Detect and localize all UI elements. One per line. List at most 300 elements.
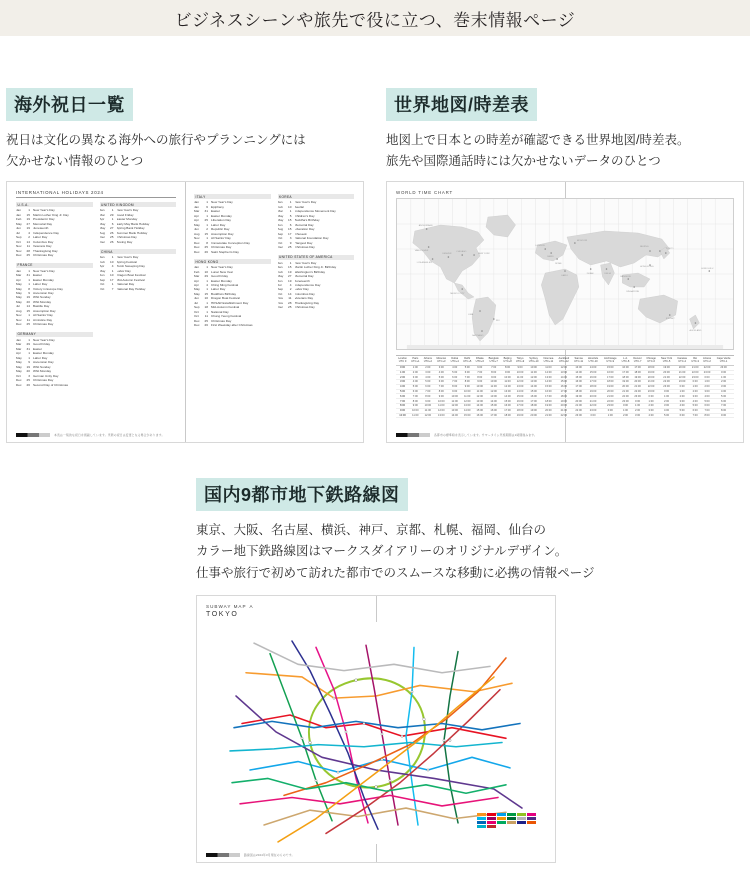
- holiday-month: Dec: [99, 239, 106, 244]
- time-cell: 18:00: [514, 408, 527, 413]
- holiday-month: Apr: [194, 278, 199, 283]
- time-cell: 4:00: [675, 403, 690, 408]
- time-cell: 14:00: [448, 413, 461, 418]
- holiday-day: 25: [110, 235, 114, 240]
- subway-line-swatch: [477, 817, 486, 820]
- time-cell: 17:00: [501, 408, 514, 413]
- time-cell: 17:00: [620, 370, 632, 375]
- holiday-month: Nov: [16, 244, 22, 249]
- time-cell: 12:00: [514, 380, 527, 385]
- holiday-name: Boxing Day: [116, 239, 133, 244]
- holiday-month: Aug: [277, 227, 284, 232]
- holiday-day: 10: [204, 296, 208, 301]
- holiday-day: 11: [26, 244, 30, 249]
- subway-line-swatch: [507, 817, 516, 820]
- holiday-day: 14: [26, 239, 30, 244]
- holiday-day: 9: [28, 360, 30, 365]
- time-cell: 10:00: [422, 403, 435, 408]
- holiday-month: Sep: [277, 231, 284, 236]
- worldmap-page-title: WORLD TIME CHART: [396, 190, 454, 196]
- color-bar-icon: [396, 433, 430, 437]
- time-cell: 15:00: [501, 399, 514, 404]
- subway-footer-note: 路線図は2024年3月現在のものです。: [244, 852, 295, 857]
- time-cell: 19:00: [541, 403, 556, 408]
- time-cell: 22:00: [689, 370, 701, 375]
- time-cell: 22:00: [601, 399, 620, 404]
- holiday-name: Bastille Day: [33, 304, 50, 309]
- holiday-name: Hangeul Day: [294, 240, 313, 245]
- time-cell: 3:00: [675, 399, 690, 404]
- time-cell: 0:00: [701, 375, 713, 380]
- holiday-name: Liberation Day: [294, 227, 315, 232]
- time-cell: 1:00: [601, 413, 620, 418]
- time-cell: 3:00: [434, 365, 448, 370]
- time-cell: 8:00: [713, 408, 734, 413]
- time-cell: 1:00: [658, 394, 675, 399]
- time-cell: 5:00: [675, 408, 690, 413]
- time-cell: 6:00: [448, 375, 461, 380]
- time-cell: 22:00: [658, 380, 675, 385]
- holiday-name: Independence Day: [33, 230, 59, 235]
- time-cell: 21:00: [644, 380, 658, 385]
- subway-page-number: A: [249, 603, 254, 609]
- holiday-day: 25: [204, 318, 208, 323]
- subway-line-swatch: [487, 825, 496, 828]
- time-cell: 14:00: [526, 384, 541, 389]
- worldmap-description: [386, 130, 744, 171]
- time-cell: 7:00: [689, 413, 701, 418]
- time-cell: 6:00: [396, 394, 409, 399]
- time-cell: 6:00: [434, 380, 448, 385]
- holiday-name: Dragon Boat Festival: [116, 273, 146, 278]
- holiday-name: New Year's Day: [294, 260, 317, 265]
- holiday-day: 1: [111, 217, 114, 222]
- svg-text:MOSCOW: MOSCOW: [576, 240, 588, 243]
- holiday-month: Dec: [16, 253, 22, 258]
- holiday-name: Whit Sunday: [33, 295, 51, 300]
- holiday-month: Mar: [194, 274, 200, 279]
- holiday-day: 27: [26, 221, 30, 226]
- time-cell: 22:00: [675, 375, 690, 380]
- holiday-day: 25: [26, 322, 30, 327]
- holiday-month: Oct: [99, 282, 105, 287]
- time-cell: 16:00: [541, 389, 556, 394]
- holiday-month: Jun: [277, 278, 283, 283]
- time-cell: 1:00: [631, 403, 644, 408]
- time-cell: 19:00: [585, 389, 600, 394]
- time-cell: 13:00: [541, 375, 556, 380]
- time-cell: 8:00: [473, 375, 486, 380]
- time-cell: 12:00: [448, 403, 461, 408]
- time-cell: 8:00: [701, 413, 713, 418]
- subway-line-swatch: [497, 821, 506, 824]
- holiday-name: Good Friday: [116, 212, 134, 217]
- holiday-month: Feb: [194, 269, 200, 274]
- holiday-day: 4: [28, 230, 30, 235]
- time-cell: 0:00: [713, 370, 734, 375]
- time-cell: 7:00: [713, 403, 734, 408]
- time-cell: 11:00: [501, 380, 514, 385]
- svg-text:DELHI: DELHI: [604, 273, 611, 276]
- holiday-day: 29: [26, 342, 30, 347]
- holiday-day: 25: [288, 305, 292, 310]
- subway-map-figure: [206, 622, 546, 844]
- time-table-column-header: Dubai UTC+4: [448, 356, 461, 365]
- holidays-column: [16, 202, 93, 392]
- holiday-name: Christmas Day: [294, 305, 315, 310]
- holiday-month: Jan: [99, 255, 105, 260]
- holiday-name: Victory in Europe Day: [33, 286, 63, 291]
- section-overseas-holidays: [6, 88, 364, 443]
- holiday-name: Thanksgiving Day: [33, 248, 58, 253]
- holiday-name: Labor Day: [33, 282, 48, 287]
- time-cell: 5:00: [713, 394, 734, 399]
- time-cell: 13:00: [514, 384, 527, 389]
- time-cell: 14:00: [501, 394, 514, 399]
- time-cell: 23:00: [701, 370, 713, 375]
- time-cell: 14:00: [514, 389, 527, 394]
- subway-line-swatch: [507, 821, 516, 824]
- time-cell: 4:00: [658, 408, 675, 413]
- holiday-month: Sep: [16, 235, 22, 240]
- subway-page-header: [206, 604, 546, 609]
- holiday-month: May: [16, 360, 22, 365]
- time-cell: 4:00: [448, 365, 461, 370]
- holiday-name: New Year's Day: [116, 255, 139, 260]
- holiday-name: Epiphany: [211, 204, 224, 209]
- holiday-country-name: U.S.A.: [16, 202, 93, 207]
- time-cell: 17:00: [514, 403, 527, 408]
- holiday-day: 3: [289, 236, 292, 241]
- holiday-month: Jan: [16, 337, 21, 342]
- holiday-day: 28: [288, 300, 292, 305]
- holiday-name: Christmas Day: [294, 245, 315, 250]
- time-cell: 22:00: [572, 408, 585, 413]
- time-cell: 21:00: [689, 365, 701, 370]
- time-cell: 2:00: [701, 384, 713, 389]
- time-cell: 13:00: [486, 394, 501, 399]
- time-cell: 0:00: [396, 365, 409, 370]
- color-bar-icon: [16, 433, 50, 437]
- time-cell: 10:00: [396, 413, 409, 418]
- svg-text:SINGAPORE: SINGAPORE: [626, 291, 640, 294]
- world-map-svg: [397, 199, 733, 349]
- subway-heading: 国内9都市地下鉄路線図: [196, 478, 408, 511]
- holiday-country-group: [100, 202, 177, 244]
- svg-text:SANTIAGO: SANTIAGO: [472, 335, 484, 338]
- page-title: ビジネスシーンや旅先で役に立つ、巻末情報ページ: [174, 10, 576, 30]
- time-cell: 14:00: [556, 375, 572, 380]
- holiday-day: 26: [204, 323, 208, 328]
- time-cell: 16:00: [601, 370, 620, 375]
- holiday-day: 29: [110, 212, 114, 217]
- time-cell: 4:00: [434, 370, 448, 375]
- time-table-column-header: London UTC 0: [396, 356, 409, 365]
- holiday-day: 27: [110, 226, 114, 231]
- time-cell: 1:00: [644, 399, 658, 404]
- time-cell: 11:00: [473, 389, 486, 394]
- svg-text:HONG KONG: HONG KONG: [640, 266, 654, 269]
- time-cell: 3:00: [689, 394, 701, 399]
- subway-line-swatch: [517, 817, 526, 820]
- time-cell: 2:00: [620, 413, 632, 418]
- holiday-name: Christmas Day: [116, 235, 137, 240]
- time-cell: 18:00: [556, 394, 572, 399]
- time-cell: 20:00: [585, 394, 600, 399]
- time-cell: 8:00: [486, 370, 501, 375]
- time-cell: 0:00: [585, 413, 600, 418]
- time-cell: 5:00: [409, 384, 422, 389]
- time-cell: 19:00: [514, 413, 527, 418]
- holiday-month: Jan: [194, 204, 199, 209]
- holiday-day: 7: [111, 286, 114, 291]
- holiday-country-group: [16, 332, 93, 387]
- holiday-month: Nov: [16, 313, 22, 318]
- subway-line-swatch: [517, 813, 526, 816]
- holiday-day: 20: [26, 369, 30, 374]
- time-cell: 5:00: [448, 370, 461, 375]
- holiday-name: Christmas Day: [33, 322, 54, 327]
- time-cell: 21:00: [601, 394, 620, 399]
- svg-text:LIMA: LIMA: [468, 314, 474, 317]
- time-cell: 15:00: [526, 389, 541, 394]
- time-table-column-header: Moscow UTC+3: [434, 356, 448, 365]
- holiday-country-group: [16, 202, 93, 257]
- holiday-day: 1: [206, 200, 208, 205]
- holiday-day: 31: [26, 346, 30, 351]
- holiday-month: Mar: [16, 342, 22, 347]
- time-cell: 22:00: [644, 384, 658, 389]
- time-cell: 18:00: [501, 413, 514, 418]
- time-cell: 2:00: [658, 399, 675, 404]
- holiday-month: Oct: [277, 291, 283, 296]
- subway-desc-line-1: 東京、大阪、名古屋、横浜、神戸、京都、札幌、福岡、仙台の: [196, 523, 547, 537]
- svg-text:LOS ANGELES: LOS ANGELES: [416, 262, 432, 265]
- holiday-name: Ascension Day: [33, 291, 54, 295]
- holiday-month: Nov: [194, 236, 200, 241]
- holiday-name: Whit Monday: [33, 369, 52, 374]
- holiday-day: 9: [28, 291, 30, 295]
- holiday-month: May: [16, 369, 22, 374]
- time-cell: 9:00: [434, 394, 448, 399]
- holiday-row: [16, 253, 93, 257]
- time-table-column-header: Noumea UTC+11: [541, 356, 556, 365]
- time-cell: 15:00: [461, 413, 474, 418]
- holiday-month: May: [99, 268, 106, 273]
- holiday-month: Dec: [16, 322, 22, 327]
- holiday-day: 11: [26, 317, 30, 322]
- svg-text:DENVER: DENVER: [442, 253, 452, 256]
- holiday-month: May: [194, 291, 200, 296]
- svg-text:NEW YORK: NEW YORK: [478, 253, 490, 256]
- holiday-month: Jun: [16, 226, 21, 231]
- time-cell: 1:00: [675, 389, 690, 394]
- time-cell: 7:00: [409, 394, 422, 399]
- time-cell: 13:00: [473, 399, 486, 404]
- time-cell: 19:00: [526, 408, 541, 413]
- subway-line-swatch: [477, 825, 486, 828]
- svg-text:PARIS: PARIS: [547, 256, 554, 259]
- time-cell: 12:00: [541, 370, 556, 375]
- svg-text:CAIRO: CAIRO: [561, 275, 568, 278]
- time-cell: 11:00: [448, 399, 461, 404]
- holiday-row: [100, 240, 177, 244]
- holiday-month: Jul: [16, 230, 20, 235]
- time-cell: 0:00: [631, 399, 644, 404]
- holiday-day: 19: [26, 226, 30, 231]
- time-table-header-row: [396, 356, 734, 365]
- time-cell: 23:00: [644, 389, 658, 394]
- holiday-month: Jan: [194, 200, 199, 205]
- time-cell: 12:00: [422, 413, 435, 418]
- world-map-figure: [396, 198, 734, 350]
- time-cell: 5:00: [461, 365, 474, 370]
- time-cell: 23:00: [675, 380, 690, 385]
- time-cell: 8:00: [409, 399, 422, 404]
- holiday-day: 19: [288, 269, 292, 274]
- holiday-month: May: [99, 226, 106, 231]
- time-cell: 15:00: [585, 370, 600, 375]
- holidays-page-title: INTERNATIONAL HOLIDAYS 2024: [16, 190, 176, 198]
- holiday-day: 8: [28, 286, 30, 291]
- time-cell: 21:00: [572, 403, 585, 408]
- time-cell: 9:00: [422, 399, 435, 404]
- holiday-day: 27: [288, 274, 292, 279]
- holiday-country-name: UNITED STATES OF AMERICA: [278, 255, 355, 260]
- holiday-day: 15: [26, 308, 30, 313]
- holiday-month: Oct: [16, 373, 21, 378]
- time-cell: 21:00: [658, 375, 675, 380]
- holiday-day: 1: [28, 351, 30, 356]
- holiday-month: Mar: [194, 209, 200, 214]
- holiday-month: Nov: [277, 300, 284, 305]
- holiday-month: Sep: [277, 287, 284, 292]
- time-table-column-header: Athens UTC+2: [422, 356, 435, 365]
- svg-text:LONDON: LONDON: [535, 245, 545, 248]
- svg-text:AUCKLAND: AUCKLAND: [689, 330, 702, 333]
- time-cell: 14:00: [572, 370, 585, 375]
- holiday-name: Washington's Birthday: [294, 269, 326, 274]
- holiday-day: 25: [26, 253, 30, 258]
- time-cell: 17:00: [526, 399, 541, 404]
- time-cell: 3:00: [396, 380, 409, 385]
- holiday-name: Lunar New Year: [211, 269, 234, 274]
- time-cell: 18:00: [644, 365, 658, 370]
- holiday-name: New Year's Day: [211, 265, 233, 270]
- subway-line-swatch: [527, 821, 536, 824]
- time-cell: 6:00: [473, 365, 486, 370]
- time-cell: 10:00: [514, 370, 527, 375]
- time-cell: 7:00: [701, 408, 713, 413]
- holiday-name: Whit Monday: [33, 299, 52, 304]
- holiday-name: National Day: [211, 309, 229, 314]
- holiday-day: 1: [289, 260, 292, 265]
- svg-text:RIO: RIO: [495, 320, 500, 323]
- holiday-day: 1: [28, 313, 30, 318]
- holiday-day: 1: [206, 300, 208, 305]
- time-cell: 21:00: [631, 384, 644, 389]
- holiday-name: Easter: [33, 273, 42, 278]
- time-cell: 22:00: [620, 394, 632, 399]
- time-cell: 18:00: [620, 375, 632, 380]
- holiday-row: [278, 305, 355, 309]
- subway-desc-line-2: カラー地下鉄路線図はマークスダイアリーのオリジナルデザイン。: [196, 544, 568, 559]
- holiday-month: Oct: [277, 240, 283, 245]
- holiday-name: Whit Sunday: [33, 364, 51, 369]
- time-cell: 17:00: [572, 384, 585, 389]
- holiday-name: Easter: [33, 346, 42, 351]
- holiday-month: Apr: [194, 218, 199, 223]
- time-cell: 4:00: [422, 375, 435, 380]
- time-cell: 0:00: [601, 408, 620, 413]
- time-cell: 14:00: [541, 380, 556, 385]
- time-cell: 2:00: [631, 408, 644, 413]
- holiday-day: 2: [28, 235, 30, 240]
- time-table-column-header: Delhi UTC+5: [461, 356, 474, 365]
- holiday-day: 26: [26, 382, 30, 387]
- holiday-name: Columbus Day: [33, 239, 54, 244]
- holiday-month: May: [16, 286, 22, 291]
- holidays-columns-left: [16, 202, 176, 392]
- time-cell: 22:00: [585, 403, 600, 408]
- holiday-country-name: CHINA: [100, 249, 177, 254]
- time-cell: 3:00: [701, 389, 713, 394]
- time-cell: 23:00: [601, 403, 620, 408]
- svg-text:VANCOUVER: VANCOUVER: [414, 250, 429, 253]
- time-difference-table: [396, 355, 734, 418]
- holiday-name: Christmas Day: [211, 318, 232, 323]
- holiday-country-name: FRANCE: [16, 263, 93, 268]
- holiday-month: Jan: [16, 212, 21, 217]
- holiday-day: 19: [26, 217, 30, 222]
- holiday-month: Jul: [194, 300, 198, 305]
- time-cell: 19:00: [620, 380, 632, 385]
- time-cell: 9:00: [396, 408, 409, 413]
- subway-page-content: [197, 596, 555, 862]
- holiday-month: Oct: [277, 236, 283, 241]
- holiday-day: 4: [289, 283, 292, 287]
- time-table-column-header: Denver UTC-7: [631, 356, 644, 365]
- holiday-country-group: [278, 194, 355, 249]
- time-cell: 10:00: [486, 380, 501, 385]
- time-cell: 8:00: [422, 394, 435, 399]
- holiday-name: Summer Bank Holiday: [116, 230, 148, 235]
- time-cell: 21:00: [675, 370, 690, 375]
- subway-page-title: SUBWAY MAP: [206, 603, 247, 609]
- time-cell: 20:00: [631, 380, 644, 385]
- time-cell: 19:00: [658, 365, 675, 370]
- holiday-name: Juneteenth: [294, 278, 310, 283]
- time-cell: 23:00: [572, 413, 585, 418]
- holiday-day: 29: [204, 274, 208, 279]
- time-cell: 4:00: [701, 394, 713, 399]
- time-cell: 13:00: [434, 413, 448, 418]
- time-cell: 1:00: [701, 380, 713, 385]
- time-cell: 20:00: [556, 403, 572, 408]
- time-cell: 2:00: [644, 403, 658, 408]
- holiday-day: 14: [26, 304, 30, 309]
- time-cell: 9:00: [501, 370, 514, 375]
- holiday-name: Juneteenth: [33, 226, 49, 231]
- holiday-name: Saint Stephen's Day: [211, 249, 239, 254]
- time-cell: 7:00: [448, 380, 461, 385]
- holiday-name: Labor Day: [33, 235, 48, 240]
- time-cell: 15:00: [556, 380, 572, 385]
- time-cell: 7:00: [422, 389, 435, 394]
- time-cell: 3:00: [644, 408, 658, 413]
- color-bar-icon: [206, 853, 240, 857]
- time-table-row: [396, 413, 734, 418]
